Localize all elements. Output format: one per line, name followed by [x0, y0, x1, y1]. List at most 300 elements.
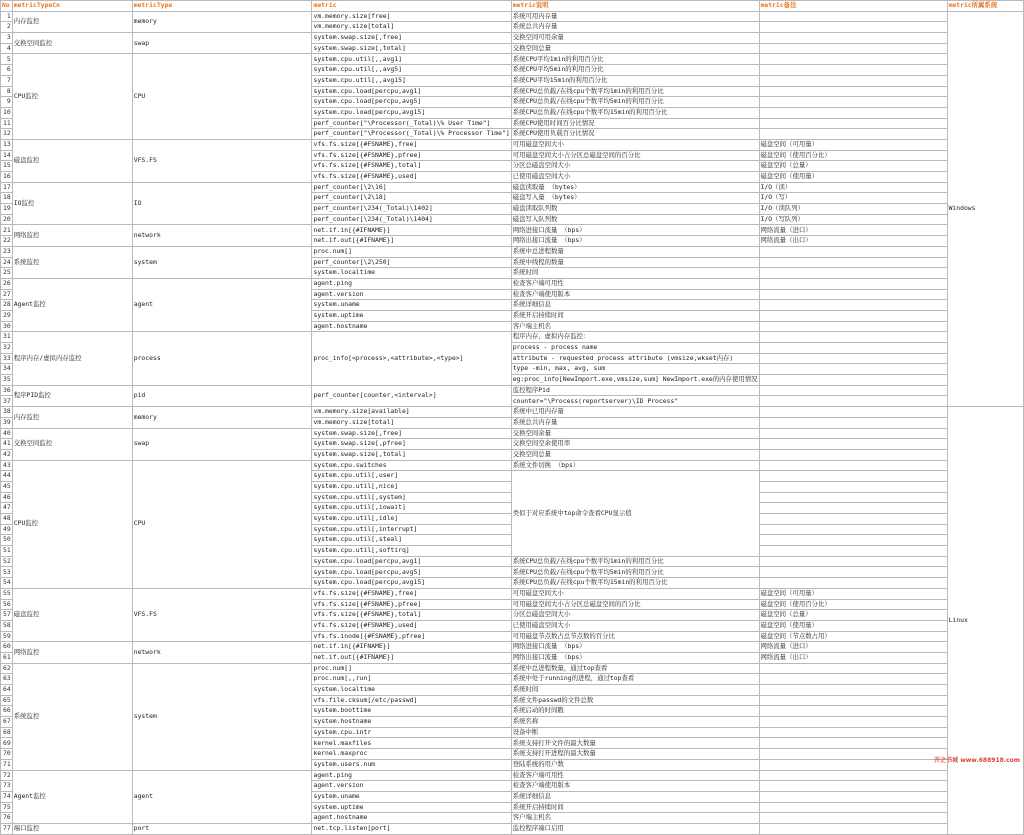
cell-metric[interactable]: perf_counter[\234(_Total)\1404] — [312, 214, 511, 225]
cell-metric[interactable]: system.uptime — [312, 802, 511, 813]
cell-metric-note[interactable]: 磁盘空间（使用百分比） — [759, 150, 947, 161]
cell-metric-note[interactable] — [759, 75, 947, 86]
cell-metric[interactable]: kernel.maxfiles — [312, 738, 511, 749]
cell-metric[interactable]: system.cpu.load[percpu,avg1] — [312, 86, 511, 97]
cell-metric-desc[interactable]: 系统CPU总负载/在线cpu个数平均1min的利用百分比 — [511, 556, 759, 567]
cell-metric-desc[interactable]: 已使用磁盘空间大小 — [511, 172, 759, 183]
cell-no[interactable]: 69 — [1, 738, 13, 749]
cell-metric-note[interactable] — [759, 300, 947, 311]
cell-metric-type[interactable]: agent — [132, 770, 312, 823]
cell-metric-desc[interactable]: 网络出接口流量 （bps） — [511, 236, 759, 247]
cell-no[interactable]: 57 — [1, 610, 13, 621]
cell-no[interactable]: 9 — [1, 97, 13, 108]
cell-metric[interactable]: proc_info[<process>,<attribute>,<type>] — [312, 332, 511, 385]
cell-metric[interactable]: agent.version — [312, 781, 511, 792]
cell-no[interactable]: 3 — [1, 33, 13, 44]
cell-metric[interactable]: vm.memory.size[total] — [312, 22, 511, 33]
cell-metric-system[interactable]: Linux — [947, 407, 1023, 835]
cell-metric-type-cn[interactable]: 交换空间监控 — [12, 33, 132, 54]
cell-metric-desc[interactable]: 分区总磁盘空间大小 — [511, 161, 759, 172]
cell-metric-desc[interactable]: 系统CPU平均1min的利用百分比 — [511, 54, 759, 65]
cell-metric-note[interactable] — [759, 546, 947, 557]
cell-metric-desc[interactable]: 可用磁盘空间大小占分区总磁盘空间的百分比 — [511, 599, 759, 610]
cell-metric-note[interactable] — [759, 802, 947, 813]
cell-metric[interactable]: system.cpu.util[,,avg5] — [312, 65, 511, 76]
cell-metric-note[interactable] — [759, 86, 947, 97]
cell-no[interactable]: 65 — [1, 695, 13, 706]
cell-metric[interactable]: perf_counter[\2\16] — [312, 182, 511, 193]
cell-metric-desc[interactable]: 监控程序Pid — [511, 385, 759, 396]
cell-metric-type-cn[interactable]: CPU监控 — [12, 460, 132, 588]
cell-metric-note[interactable] — [759, 332, 947, 343]
cell-no[interactable]: 77 — [1, 823, 13, 834]
cell-no[interactable]: 1 — [1, 11, 13, 22]
cell-no[interactable]: 10 — [1, 107, 13, 118]
cell-metric[interactable]: proc.num[] — [312, 663, 511, 674]
cell-metric-type-cn[interactable]: Agent监控 — [12, 770, 132, 823]
cell-metric-desc[interactable]: 系统支持打开文件的最大数量 — [511, 738, 759, 749]
cell-metric-type[interactable]: VFS.FS — [132, 139, 312, 182]
cell-no[interactable]: 34 — [1, 364, 13, 375]
cell-metric-desc[interactable]: 磁盘写入队列数 — [511, 214, 759, 225]
cell-metric-note[interactable] — [759, 813, 947, 824]
cell-metric[interactable]: vm.memory.size[free] — [312, 11, 511, 22]
cell-metric[interactable]: system.cpu.util[,softirq] — [312, 546, 511, 557]
cell-metric-type[interactable]: IO — [132, 182, 312, 225]
cell-no[interactable]: 27 — [1, 289, 13, 300]
cell-no[interactable]: 66 — [1, 706, 13, 717]
cell-metric-desc[interactable]: 客户端主机名 — [511, 321, 759, 332]
cell-no[interactable]: 73 — [1, 781, 13, 792]
cell-no[interactable]: 72 — [1, 770, 13, 781]
cell-metric[interactable]: kernel.maxproc — [312, 749, 511, 760]
cell-metric[interactable]: system.swap.size[,free] — [312, 428, 511, 439]
cell-no[interactable]: 70 — [1, 749, 13, 760]
cell-metric-desc[interactable]: 系统CPU总负载/在线cpu个数平均5min的利用百分比 — [511, 97, 759, 108]
cell-metric[interactable]: system.hostname — [312, 717, 511, 728]
cell-metric-note[interactable]: 磁盘空间（节点数占用） — [759, 631, 947, 642]
cell-metric-desc[interactable]: 系统时间 — [511, 685, 759, 696]
cell-no[interactable]: 43 — [1, 460, 13, 471]
cell-metric-type-cn[interactable]: IO监控 — [12, 182, 132, 225]
cell-metric-type-cn[interactable]: Agent监控 — [12, 278, 132, 331]
cell-metric-type-cn[interactable]: 网络监控 — [12, 642, 132, 663]
cell-no[interactable]: 14 — [1, 150, 13, 161]
cell-metric[interactable]: vfs.fs.size[{#FSNAME},free] — [312, 588, 511, 599]
cell-no[interactable]: 41 — [1, 439, 13, 450]
cell-no[interactable]: 47 — [1, 503, 13, 514]
cell-metric-desc[interactable]: 系统CPU总负载/在线cpu个数平均1min的利用百分比 — [511, 86, 759, 97]
cell-metric-note[interactable] — [759, 364, 947, 375]
cell-metric[interactable]: system.uname — [312, 791, 511, 802]
cell-no[interactable]: 38 — [1, 407, 13, 418]
cell-metric[interactable]: system.cpu.load[percpu,avg5] — [312, 567, 511, 578]
cell-no[interactable]: 67 — [1, 717, 13, 728]
cell-metric-note[interactable] — [759, 685, 947, 696]
cell-no[interactable]: 61 — [1, 652, 13, 663]
cell-metric-system[interactable]: Windows — [947, 11, 1023, 406]
cell-metric-note[interactable] — [759, 43, 947, 54]
cell-metric-note[interactable] — [759, 33, 947, 44]
cell-no[interactable]: 17 — [1, 182, 13, 193]
cell-no[interactable]: 63 — [1, 674, 13, 685]
cell-metric-desc[interactable]: 系统详细信息 — [511, 791, 759, 802]
cell-metric[interactable]: agent.ping — [312, 278, 511, 289]
cell-metric[interactable]: system.swap.size[,free] — [312, 33, 511, 44]
cell-metric[interactable]: vfs.fs.size[{#FSNAME},pfree] — [312, 599, 511, 610]
cell-metric-desc[interactable]: 可用磁盘空间大小 — [511, 588, 759, 599]
cell-metric-note[interactable]: 磁盘空间（使用量） — [759, 172, 947, 183]
cell-no[interactable]: 31 — [1, 332, 13, 343]
cell-metric-note[interactable]: 磁盘空间（可用量） — [759, 588, 947, 599]
cell-metric-note[interactable] — [759, 54, 947, 65]
header-metric[interactable]: metric — [312, 1, 511, 12]
cell-no[interactable]: 12 — [1, 129, 13, 140]
cell-metric-note[interactable] — [759, 524, 947, 535]
cell-metric-type[interactable]: network — [132, 225, 312, 246]
cell-no[interactable]: 68 — [1, 727, 13, 738]
cell-metric[interactable]: system.cpu.util[,user] — [312, 471, 511, 482]
cell-no[interactable]: 33 — [1, 353, 13, 364]
cell-metric-desc[interactable]: 系统CPU使用时间百分比情况 — [511, 118, 759, 129]
cell-no[interactable]: 18 — [1, 193, 13, 204]
cell-metric-note[interactable] — [759, 449, 947, 460]
cell-no[interactable]: 36 — [1, 385, 13, 396]
cell-metric-note[interactable] — [759, 781, 947, 792]
cell-metric[interactable]: system.swap.size[,total] — [312, 43, 511, 54]
cell-metric[interactable]: system.swap.size[,total] — [312, 449, 511, 460]
cell-metric-note[interactable]: 磁盘空间（总量） — [759, 161, 947, 172]
cell-no[interactable]: 25 — [1, 268, 13, 279]
cell-metric[interactable]: system.cpu.util[,idle] — [312, 514, 511, 525]
cell-metric-type-cn[interactable]: CPU监控 — [12, 54, 132, 140]
cell-metric-note[interactable] — [759, 257, 947, 268]
cell-metric-note[interactable] — [759, 460, 947, 471]
cell-metric-desc[interactable]: 可用磁盘节点数占总节点数的百分比 — [511, 631, 759, 642]
cell-metric-note[interactable] — [759, 514, 947, 525]
cell-metric[interactable]: perf_counter["\Processor(_Total)\% User Time"] — [312, 118, 511, 129]
cell-metric-note[interactable] — [759, 385, 947, 396]
header-metric-type-cn[interactable]: metricTypeCn — [12, 1, 132, 12]
cell-metric-note[interactable] — [759, 417, 947, 428]
cell-no[interactable]: 13 — [1, 139, 13, 150]
cell-no[interactable]: 7 — [1, 75, 13, 86]
cell-metric-desc[interactable]: 系统总共内存量 — [511, 417, 759, 428]
cell-metric[interactable]: agent.hostname — [312, 321, 511, 332]
cell-no[interactable]: 71 — [1, 759, 13, 770]
cell-metric-note[interactable] — [759, 321, 947, 332]
cell-metric-desc[interactable]: 系统总共内存量 — [511, 22, 759, 33]
cell-metric-type-cn[interactable]: 磁盘监控 — [12, 139, 132, 182]
cell-metric-desc[interactable]: 网络进接口流量 （bps） — [511, 225, 759, 236]
cell-metric-desc[interactable]: 系统文件切换 （bps） — [511, 460, 759, 471]
cell-metric-desc[interactable]: 系统时间 — [511, 268, 759, 279]
cell-metric-type[interactable]: CPU — [132, 460, 312, 588]
cell-no[interactable]: 53 — [1, 567, 13, 578]
cell-metric-type-cn[interactable]: 交换空间监控 — [12, 428, 132, 460]
cell-metric-note[interactable]: 网络流量（进口） — [759, 642, 947, 653]
cell-metric-type-cn[interactable]: 系统监控 — [12, 663, 132, 770]
header-metric-desc[interactable]: metric说明 — [511, 1, 759, 12]
cell-metric-note[interactable] — [759, 503, 947, 514]
cell-metric[interactable]: perf_counter["\Processor(_Total)\% Processor Time"] — [312, 129, 511, 140]
cell-metric-type[interactable]: system — [132, 663, 312, 770]
cell-no[interactable]: 54 — [1, 578, 13, 589]
cell-metric-desc[interactable]: 监控程序端口启用 — [511, 823, 759, 834]
cell-metric-note[interactable] — [759, 375, 947, 386]
cell-metric-desc[interactable]: 系统开启持续时间 — [511, 310, 759, 321]
cell-no[interactable]: 19 — [1, 204, 13, 215]
cell-no[interactable]: 6 — [1, 65, 13, 76]
cell-metric[interactable]: system.cpu.intr — [312, 727, 511, 738]
cell-metric-note[interactable] — [759, 791, 947, 802]
cell-metric-note[interactable] — [759, 343, 947, 354]
cell-metric-type[interactable]: port — [132, 823, 312, 834]
cell-no[interactable]: 46 — [1, 492, 13, 503]
cell-metric[interactable]: system.cpu.util[,,avg15] — [312, 75, 511, 86]
cell-metric[interactable]: system.cpu.util[,nice] — [312, 481, 511, 492]
cell-no[interactable]: 22 — [1, 236, 13, 247]
cell-no[interactable]: 74 — [1, 791, 13, 802]
cell-no[interactable]: 32 — [1, 343, 13, 354]
cell-no[interactable]: 52 — [1, 556, 13, 567]
cell-no[interactable]: 64 — [1, 685, 13, 696]
cell-metric-desc[interactable]: 系统可用内存量 — [511, 11, 759, 22]
cell-metric-note[interactable] — [759, 727, 947, 738]
cell-metric-desc[interactable]: 设备中断 — [511, 727, 759, 738]
cell-metric-desc[interactable]: 检查客户端可用性 — [511, 770, 759, 781]
cell-metric-desc[interactable]: 系统中总进程数量，通过top查看 — [511, 663, 759, 674]
cell-metric-desc[interactable]: 交换空间余量 — [511, 428, 759, 439]
cell-metric-note[interactable]: 磁盘空间（总量） — [759, 610, 947, 621]
cell-metric-desc[interactable]: 网络出接口流量 （bps） — [511, 652, 759, 663]
cell-no[interactable]: 26 — [1, 278, 13, 289]
cell-metric[interactable]: system.uptime — [312, 310, 511, 321]
cell-metric-type[interactable]: memory — [132, 407, 312, 428]
cell-metric-note[interactable] — [759, 246, 947, 257]
cell-metric-desc[interactable]: 交换空间可用余量 — [511, 33, 759, 44]
cell-metric-note[interactable] — [759, 22, 947, 33]
cell-metric-note[interactable] — [759, 407, 947, 418]
cell-metric[interactable]: system.cpu.load[percpu,avg5] — [312, 97, 511, 108]
cell-no[interactable]: 59 — [1, 631, 13, 642]
cell-metric-note[interactable] — [759, 65, 947, 76]
cell-metric[interactable]: vfs.fs.size[{#FSNAME},pfree] — [312, 150, 511, 161]
cell-metric-desc[interactable]: 系统开启持续时间 — [511, 802, 759, 813]
cell-metric-desc[interactable]: 系统CPU总负载/在线cpu个数平均15min的利用百分比 — [511, 578, 759, 589]
cell-metric-note[interactable] — [759, 129, 947, 140]
cell-metric-type-cn[interactable]: 内存监控 — [12, 11, 132, 32]
cell-metric[interactable]: system.cpu.util[,iowait] — [312, 503, 511, 514]
cell-no[interactable]: 11 — [1, 118, 13, 129]
cell-metric-desc[interactable]: 已使用磁盘空间大小 — [511, 620, 759, 631]
cell-no[interactable]: 35 — [1, 375, 13, 386]
cell-metric-desc[interactable]: 系统中总进程数量 — [511, 246, 759, 257]
header-no[interactable]: No — [1, 1, 13, 12]
cell-metric-note[interactable] — [759, 823, 947, 834]
header-metric-type[interactable]: metricType — [132, 1, 312, 12]
cell-metric[interactable]: system.swap.size[,pfree] — [312, 439, 511, 450]
cell-metric-note[interactable] — [759, 107, 947, 118]
cell-metric[interactable]: proc.num[,,run] — [312, 674, 511, 685]
cell-no[interactable]: 75 — [1, 802, 13, 813]
cell-metric-type[interactable]: memory — [132, 11, 312, 32]
cell-no[interactable]: 21 — [1, 225, 13, 236]
cell-metric-note[interactable] — [759, 396, 947, 407]
cell-metric-desc[interactable]: 系统CPU平均15min的利用百分比 — [511, 75, 759, 86]
cell-no[interactable]: 28 — [1, 300, 13, 311]
cell-metric-note[interactable] — [759, 118, 947, 129]
cell-metric-desc[interactable]: 检查客户端使用版本 — [511, 289, 759, 300]
cell-no[interactable]: 39 — [1, 417, 13, 428]
cell-no[interactable]: 58 — [1, 620, 13, 631]
cell-metric-desc[interactable]: type -min, max, avg, sum — [511, 364, 759, 375]
cell-no[interactable]: 15 — [1, 161, 13, 172]
cell-metric-type-cn[interactable]: 网络监控 — [12, 225, 132, 246]
cell-metric-note[interactable] — [759, 674, 947, 685]
cell-metric-note[interactable] — [759, 481, 947, 492]
cell-metric-note[interactable] — [759, 578, 947, 589]
cell-metric[interactable]: perf_counter[\2\18] — [312, 193, 511, 204]
cell-metric-note[interactable] — [759, 11, 947, 22]
cell-no[interactable]: 4 — [1, 43, 13, 54]
cell-metric-note[interactable] — [759, 471, 947, 482]
cell-metric[interactable]: net.if.in[{#IFNAME}] — [312, 642, 511, 653]
cell-no[interactable]: 48 — [1, 514, 13, 525]
cell-metric[interactable]: net.if.in[{#IFNAME}] — [312, 225, 511, 236]
cell-metric-desc[interactable]: 磁盘写入量 （bytes） — [511, 193, 759, 204]
cell-metric-type-cn[interactable]: 内存监控 — [12, 407, 132, 428]
cell-metric-note[interactable]: I/O（写） — [759, 193, 947, 204]
cell-metric-type-cn[interactable]: 端口监控 — [12, 823, 132, 834]
cell-metric[interactable]: system.cpu.util[,interrupt] — [312, 524, 511, 535]
cell-metric-note[interactable] — [759, 749, 947, 760]
cell-metric-type-cn[interactable]: 程序PID监控 — [12, 385, 132, 406]
cell-metric-desc[interactable]: 系统名称 — [511, 717, 759, 728]
cell-metric-note[interactable]: 磁盘空间（使用量） — [759, 620, 947, 631]
cell-no[interactable]: 62 — [1, 663, 13, 674]
cell-metric-type[interactable]: network — [132, 642, 312, 663]
cell-metric-note[interactable]: 网络流量（进口） — [759, 225, 947, 236]
cell-metric[interactable]: perf_counter[\234(_Total)\1402] — [312, 204, 511, 215]
cell-metric-desc[interactable]: 磁盘读取队列数 — [511, 204, 759, 215]
cell-metric-note[interactable]: 磁盘空间（使用百分比） — [759, 599, 947, 610]
cell-metric[interactable]: vfs.fs.size[{#FSNAME},used] — [312, 620, 511, 631]
cell-metric-desc[interactable]: 登陆系统的用户数 — [511, 759, 759, 770]
cell-metric-desc[interactable]: 系统CPU平均5min的利用百分比 — [511, 65, 759, 76]
cell-metric-note[interactable] — [759, 717, 947, 728]
cell-metric[interactable]: vfs.fs.size[{#FSNAME},used] — [312, 172, 511, 183]
cell-no[interactable]: 44 — [1, 471, 13, 482]
cell-no[interactable]: 24 — [1, 257, 13, 268]
cell-metric-desc[interactable]: 系统中已用内存量 — [511, 407, 759, 418]
cell-metric-note[interactable] — [759, 278, 947, 289]
cell-metric-desc[interactable]: 交换空间总量 — [511, 449, 759, 460]
cell-metric-desc[interactable]: attribute - requested process attribute (vmsize,wkset内存) — [511, 353, 759, 364]
cell-metric-desc[interactable]: 交换空间总量 — [511, 43, 759, 54]
cell-metric-note[interactable] — [759, 738, 947, 749]
cell-metric-note[interactable] — [759, 439, 947, 450]
cell-metric[interactable]: vfs.fs.size[{#FSNAME},total] — [312, 610, 511, 621]
cell-metric-note[interactable] — [759, 567, 947, 578]
cell-metric-type[interactable]: agent — [132, 278, 312, 331]
cell-metric-note[interactable] — [759, 556, 947, 567]
cell-metric[interactable]: system.cpu.util[,steal] — [312, 535, 511, 546]
cell-metric-note[interactable] — [759, 695, 947, 706]
cell-metric-note[interactable] — [759, 310, 947, 321]
cell-metric[interactable]: system.cpu.util[,system] — [312, 492, 511, 503]
cell-metric-type[interactable]: VFS.FS — [132, 588, 312, 641]
cell-metric[interactable]: vm.memory.size[available] — [312, 407, 511, 418]
cell-metric-desc[interactable]: 系统CPU总负载/在线cpu个数平均15min的利用百分比 — [511, 107, 759, 118]
cell-metric-desc[interactable]: 类似于对应系统中top命令查看CPU显示值 — [511, 471, 759, 557]
cell-metric-desc[interactable]: 程序内存，虚拟内存监控： — [511, 332, 759, 343]
cell-metric-note[interactable] — [759, 353, 947, 364]
cell-no[interactable]: 16 — [1, 172, 13, 183]
cell-no[interactable]: 56 — [1, 599, 13, 610]
cell-metric-type-cn[interactable]: 程序内存/虚拟内存监控 — [12, 332, 132, 385]
cell-metric[interactable]: system.cpu.load[percpu,avg15] — [312, 107, 511, 118]
cell-metric[interactable]: net.tcp.listen[port] — [312, 823, 511, 834]
cell-metric[interactable]: system.localtime — [312, 685, 511, 696]
cell-metric-note[interactable]: 网络流量（出口） — [759, 652, 947, 663]
cell-metric-note[interactable] — [759, 535, 947, 546]
cell-metric-note[interactable]: 磁盘空间（可用量） — [759, 139, 947, 150]
cell-metric-note[interactable] — [759, 289, 947, 300]
cell-metric-desc[interactable]: 系统中处于running的进程，通过top查看 — [511, 674, 759, 685]
cell-metric-desc[interactable]: 系统文件passwd的文件总数 — [511, 695, 759, 706]
cell-no[interactable]: 30 — [1, 321, 13, 332]
cell-metric-note[interactable] — [759, 97, 947, 108]
cell-metric-desc[interactable]: 系统详细信息 — [511, 300, 759, 311]
cell-no[interactable]: 49 — [1, 524, 13, 535]
cell-metric-desc[interactable]: 系统支持打开进程的最大数量 — [511, 749, 759, 760]
cell-metric[interactable]: vm.memory.size[total] — [312, 417, 511, 428]
cell-metric-note[interactable] — [759, 428, 947, 439]
cell-metric-desc[interactable]: 分区总磁盘空间大小 — [511, 610, 759, 621]
cell-metric-type[interactable]: pid — [132, 385, 312, 406]
cell-metric-note[interactable] — [759, 759, 947, 770]
cell-metric-desc[interactable]: 交换空间空余使用率 — [511, 439, 759, 450]
cell-metric-note[interactable]: 网络流量（出口） — [759, 236, 947, 247]
cell-metric[interactable]: system.users.num — [312, 759, 511, 770]
cell-metric-desc[interactable]: counter="\Process(reportserver)\ID Process" — [511, 396, 759, 407]
cell-metric-type[interactable]: CPU — [132, 54, 312, 140]
cell-no[interactable]: 8 — [1, 86, 13, 97]
cell-metric-desc[interactable]: 系统启动的时间戳 — [511, 706, 759, 717]
cell-no[interactable]: 55 — [1, 588, 13, 599]
cell-no[interactable]: 29 — [1, 310, 13, 321]
cell-metric[interactable]: system.cpu.switches — [312, 460, 511, 471]
cell-metric-note[interactable] — [759, 268, 947, 279]
cell-metric[interactable]: vfs.fs.size[{#FSNAME},total] — [312, 161, 511, 172]
cell-metric-desc[interactable]: 可用磁盘空间大小 — [511, 139, 759, 150]
cell-metric-desc[interactable]: process - process name — [511, 343, 759, 354]
cell-metric-type-cn[interactable]: 系统监控 — [12, 246, 132, 278]
cell-metric-desc[interactable]: 系统CPU总负载/在线cpu个数平均5min的利用百分比 — [511, 567, 759, 578]
cell-metric-note[interactable] — [759, 663, 947, 674]
cell-metric[interactable]: system.cpu.load[percpu,avg1] — [312, 556, 511, 567]
cell-metric-note[interactable] — [759, 706, 947, 717]
cell-metric[interactable]: system.cpu.load[percpu,avg15] — [312, 578, 511, 589]
cell-metric-desc[interactable]: 可用磁盘空间大小占分区总磁盘空间的百分比 — [511, 150, 759, 161]
cell-metric[interactable]: perf_counter[\2\250] — [312, 257, 511, 268]
cell-metric-desc[interactable]: 系统中线程的数量 — [511, 257, 759, 268]
cell-no[interactable]: 60 — [1, 642, 13, 653]
header-metric-system[interactable]: metric所属系统 — [947, 1, 1023, 12]
cell-metric-desc[interactable]: 检查客户端使用版本 — [511, 781, 759, 792]
cell-metric[interactable]: net.if.out[{#IFNAME}] — [312, 652, 511, 663]
